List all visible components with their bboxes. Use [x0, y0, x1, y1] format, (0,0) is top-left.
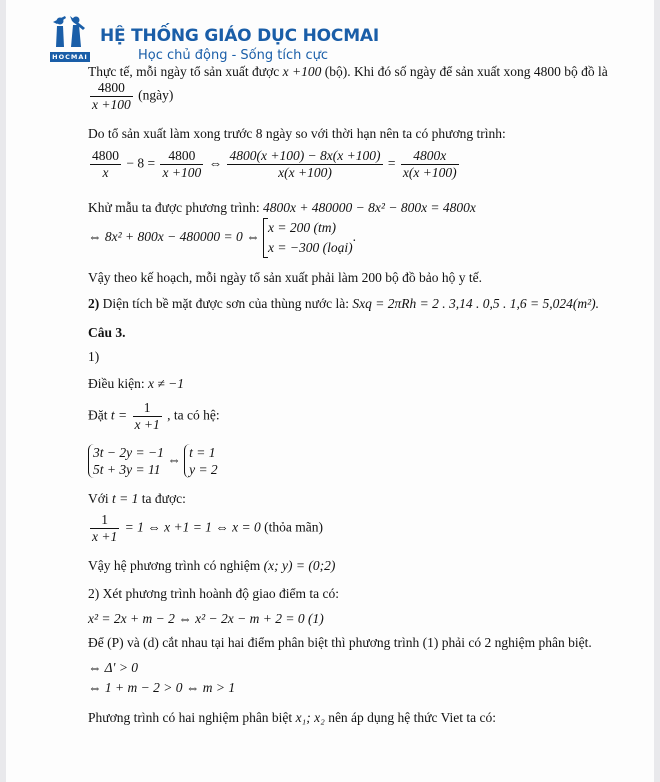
section-heading: Câu 3. [88, 325, 126, 340]
fraction-line: $\frac{4800}{x +100}$ (ngày) [92, 80, 174, 112]
document-page [6, 0, 654, 782]
hocmai-logo-icon [52, 14, 86, 48]
case-bracket: x = 200 (tm) x = −300 (loại) [263, 218, 353, 258]
equation-line: ⇔ Δ' > 0 [88, 660, 139, 675]
brand-slogan: Học chủ động - Sống tích cực [138, 48, 329, 63]
paragraph-line: Điều kiện: x ≠ −1 [88, 376, 185, 391]
fraction: $\frac{4800}{x +100}$ [92, 80, 131, 112]
equation-line: ⇔ 8x² + 800x − 480000 = 0 ⇔ x = 200 (tm) x = −300 (loại) . [88, 218, 356, 258]
paragraph-line: 1) [88, 349, 100, 364]
equation-system: 3t − 2y = −1 5t + 3y = 11 ⇔ t = 1 y = 2 [88, 444, 218, 478]
paragraph-line: Để (P) và (d) cắt nhau tại hai điểm phân biệt thì phương trình (1) phải có 2 nghiệm phân biệt. [88, 635, 592, 650]
paragraph-line: 2) Diện tích bề mặt được sơn của thùng nước là: Sxq = 2πRh = 2 . 3,14 . 0,5 . 1,6 = 5,024(m²). [88, 296, 599, 311]
brand-title: HỆ THỐNG GIÁO DỤC HOCMAI [100, 26, 380, 46]
paragraph-line: Đặt t = $\frac{1}{x +1}$ , ta có hệ: [88, 400, 220, 432]
paragraph-line: Phương trình có hai nghiệm phân biệt x₁; x₂ nên áp dụng hệ thức Viet ta có: [88, 710, 497, 725]
paragraph-line: Thực tế, mỗi ngày tổ sản xuất được x +100 (bộ). Khi đó số ngày để sản xuất xong 4800 bộ đồ là [88, 64, 608, 79]
paragraph-line: 2) Xét phương trình hoành độ giao điểm ta có: [88, 586, 340, 601]
equation-line: $\frac{4800}{x}$ − 8 = $\frac{4800}{x +100}$ ⇔ $\frac{4800(x +100) - 8x(x +100)}{x(x +100)}$ = $\frac{4800x}{x(x +100)}$ [92, 148, 457, 180]
logo-badge: HOCMAI [50, 52, 90, 62]
paragraph-line: Vậy theo kế hoạch, mỗi ngày tổ sản xuất phải làm 200 bộ đồ bảo hộ y tế. [88, 270, 483, 285]
paragraph-line: Vậy hệ phương trình có nghiệm (x; y) = (0;2) [88, 558, 336, 573]
paragraph-line: Với t = 1 ta được: [88, 491, 186, 506]
equation-line: $\frac{1}{x +1}$ = 1 ⇔ x +1 = 1 ⇔ x = 0 (thỏa mãn) [92, 512, 324, 544]
equation-line: ⇔ 1 + m − 2 > 0 ⇔ m > 1 [88, 680, 236, 695]
paragraph-line: Do tổ sản xuất làm xong trước 8 ngày so với thời hạn nên ta có phương trình: [88, 126, 506, 141]
equation-line: x² = 2x + m − 2 ⇔ x² − 2x − m + 2 = 0 (1) [88, 611, 324, 626]
paragraph-line: Khử mẫu ta được phương trình: 4800x + 480000 − 8x² − 800x = 4800x [88, 200, 476, 215]
hocmai-header [42, 12, 462, 63]
